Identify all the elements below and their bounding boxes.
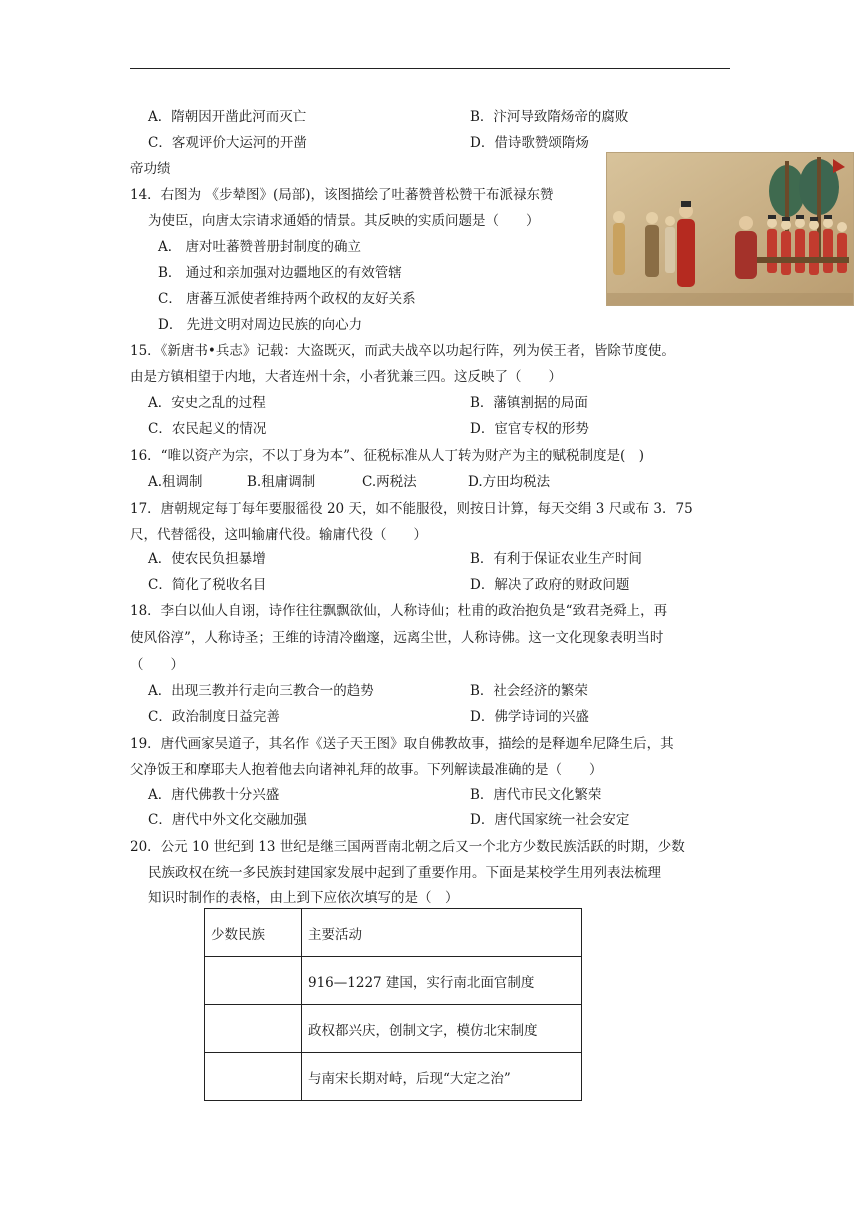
- q20-stem-line3: 知识时制作的表格，由上到下应依次填写的是（ ）: [148, 890, 459, 906]
- q15-stem-line1: 15．《新唐书•兵志》记载：大盗既灭，而武夫战卒以功起行阵，列为侯王者，皆除节度使。: [130, 343, 675, 359]
- q17-option-b: B．有利于保证农业生产时间: [470, 551, 642, 567]
- header-rule: [130, 68, 730, 69]
- table-cell: 政权都兴庆，创制文字，模仿北宋制度: [302, 1005, 582, 1053]
- table-row: [205, 1053, 582, 1101]
- q18-stem-line2: 使风俗淳”，人称诗圣；王维的诗清冷幽邃，远离尘世，人称诗佛。这一文化现象表明当时: [130, 630, 664, 646]
- q20-stem-line2: 民族政权在统一多民族封建国家发展中起到了重要作用。下面是某校学生用列表法梳理: [148, 865, 661, 881]
- q19-stem-line1: 19．唐代画家吴道子，其名作《送子天王图》取自佛教故事，描绘的是释迦牟尼降生后，其: [130, 736, 674, 752]
- q20-stem-line1: 20．公元 10 世纪到 13 世纪是继三国两晋南北朝之后又一个北方少数民族活跃的时期，少数: [130, 839, 685, 855]
- q13-option-b: B．汴河导致隋炀帝的腐败: [470, 109, 629, 125]
- table-cell: 与南宋长期对峙，后现“大定之治”: [302, 1053, 582, 1101]
- q18-stem-line3: （ ）: [130, 657, 184, 673]
- table-cell-blank: [205, 1005, 302, 1053]
- q19-option-b: B．唐代市民文化繁荣: [470, 787, 602, 803]
- table-cell: 916—1227 建国，实行南北面官制度: [302, 957, 582, 1005]
- q17-stem-line1: 17．唐朝规定每丁每年要服徭役 20 天，如不能服役，则按日计算，每天交绢 3 尺或布 3．75: [130, 501, 693, 517]
- q14-option-a: A． 唐对吐蕃赞普册封制度的确立: [158, 239, 362, 255]
- q15-stem-line2: 由是方镇相望于内地，大者连州十余，小者犹兼三四。这反映了（ ）: [130, 369, 562, 385]
- q13-option-c-continued: 帝功绩: [130, 161, 171, 177]
- table-header-cell: 主要活动: [302, 909, 582, 957]
- q15-option-c: C．农民起义的情况: [148, 421, 267, 437]
- q16-stem: 16．“唯以资产为宗，不以丁身为本”、征税标准从人丁转为财产为主的赋税制度是( ): [130, 448, 645, 464]
- q19-option-a: A．唐代佛教十分兴盛: [148, 787, 280, 803]
- q14-option-d: D． 先进文明对周边民族的向心力: [158, 317, 363, 333]
- q17-option-a: A．使农民负担暴增: [148, 551, 266, 567]
- q19-option-d: D．唐代国家统一社会安定: [470, 812, 630, 828]
- q16-option-b: B.租庸调制: [247, 474, 316, 490]
- table-cell-blank: [205, 957, 302, 1005]
- bunian-painting-image: [606, 152, 854, 306]
- q14-option-b: B． 通过和亲加强对边疆地区的有效管辖: [158, 265, 402, 281]
- q13-option-c: C．客观评价大运河的开凿: [148, 135, 307, 151]
- q18-option-a: A．出现三教并行走向三教合一的趋势: [148, 683, 374, 699]
- q20-table: [204, 908, 582, 1101]
- q13-option-a: A．隋朝因开凿此河而灭亡: [148, 109, 307, 125]
- q13-option-d: D．借诗歌赞颂隋炀: [470, 135, 589, 151]
- q15-option-d: D．宦官专权的形势: [470, 421, 589, 437]
- q17-option-d: D．解决了政府的财政问题: [470, 577, 630, 593]
- q14-stem-line1: 14．右图为 《步辇图》(局部)，该图描绘了吐蕃赞普松赞干布派禄东赞: [130, 187, 554, 203]
- q16-option-c: C.两税法: [362, 474, 417, 490]
- q14-stem-line2: 为使臣，向唐太宗请求通婚的情景。其反映的实质问题是（ ）: [148, 213, 540, 229]
- q19-option-c: C．唐代中外文化交融加强: [148, 812, 307, 828]
- q17-stem-line2: 尺，代替徭役，这叫输庸代役。输庸代役（ ）: [130, 527, 427, 543]
- table-row: [205, 957, 582, 1005]
- q18-option-b: B．社会经济的繁荣: [470, 683, 588, 699]
- table-row: [205, 1005, 582, 1053]
- q19-stem-line2: 父净饭王和摩耶夫人抱着他去向诸神礼拜的故事。下列解读最准确的是（ ）: [130, 762, 603, 778]
- table-cell-blank: [205, 1053, 302, 1101]
- table-header-cell: 少数民族: [205, 909, 302, 957]
- q18-option-c: C．政治制度日益完善: [148, 709, 280, 725]
- q14-option-c: C． 唐蕃互派使者维持两个政权的友好关系: [158, 291, 416, 307]
- q17-option-c: C．简化了税收名目: [148, 577, 267, 593]
- q16-option-d: D.方田均税法: [468, 474, 551, 490]
- q15-option-a: A．安史之乱的过程: [148, 395, 266, 411]
- table-header-row: [205, 909, 582, 957]
- q18-stem-line1: 18．李白以仙人自诩，诗作往往飘飘欲仙，人称诗仙；杜甫的政治抱负是“致君尧舜上，再: [130, 603, 668, 619]
- q15-option-b: B．藩镇割据的局面: [470, 395, 588, 411]
- q18-option-d: D．佛学诗词的兴盛: [470, 709, 589, 725]
- q16-option-a: A.租调制: [148, 474, 203, 490]
